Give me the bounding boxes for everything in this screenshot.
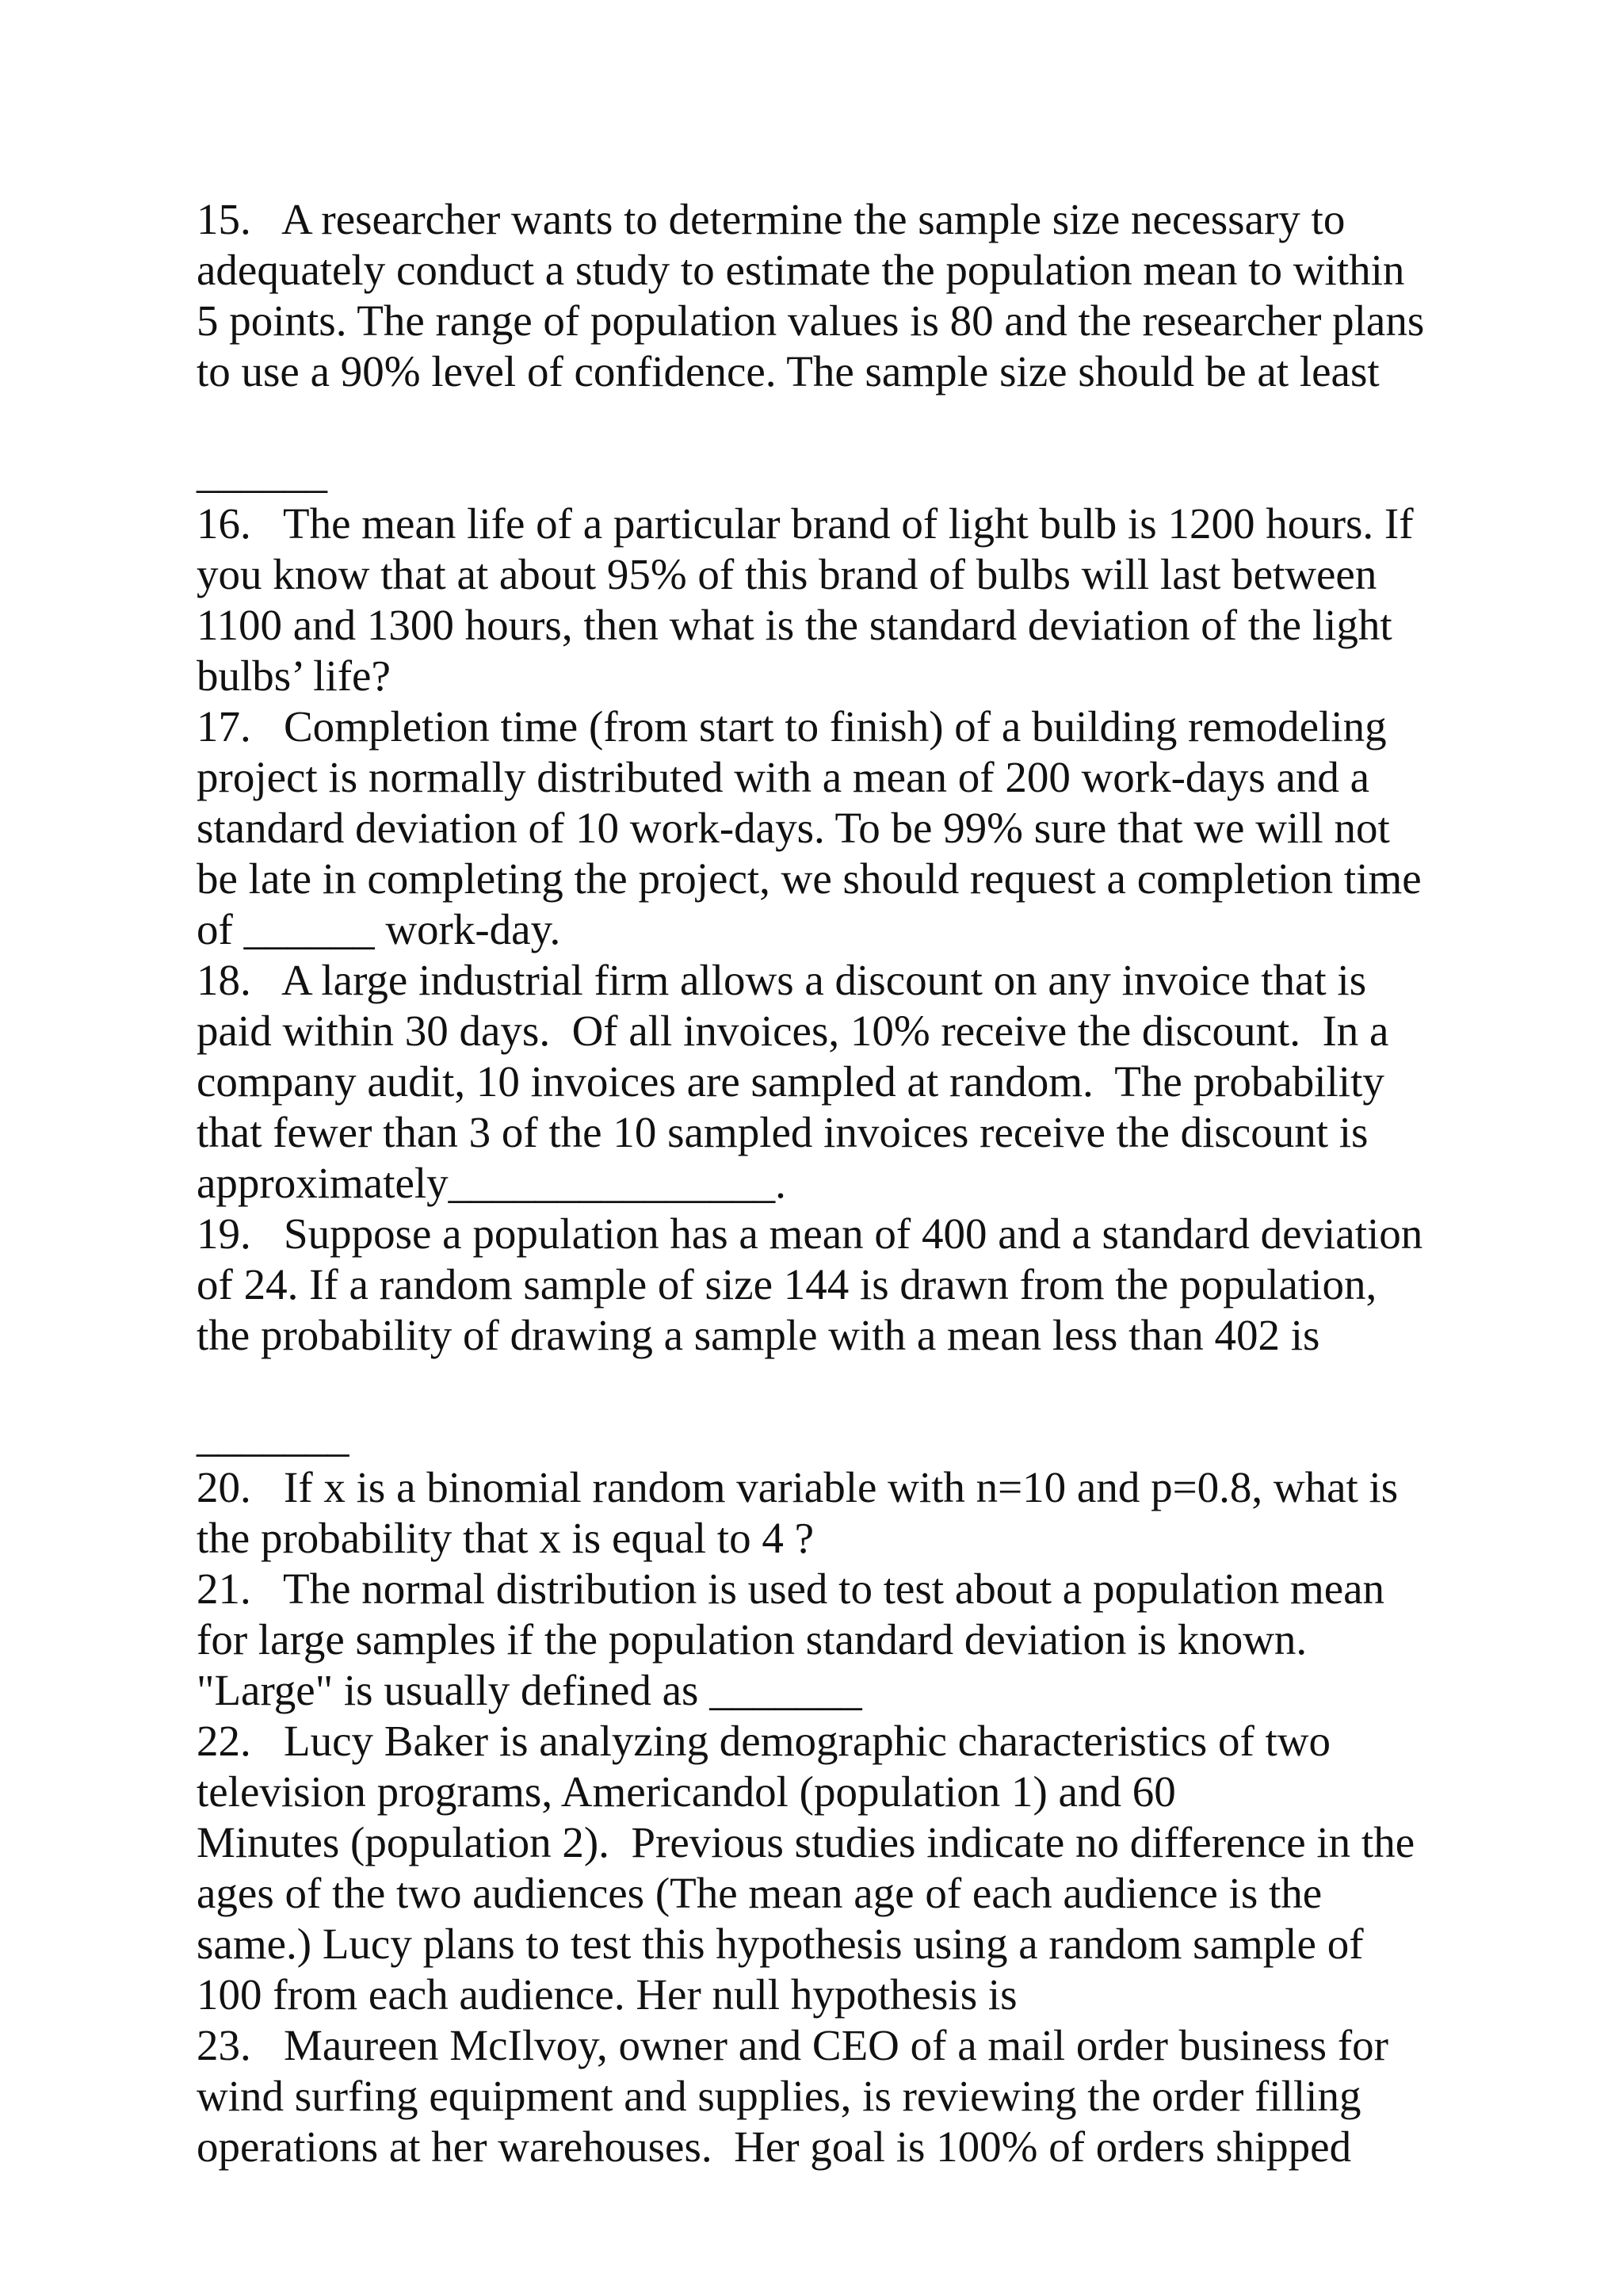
- blank-line: [197, 397, 1465, 448]
- q18-line-1: 18. A large industrial firm allows a discount on any invoice that is: [197, 956, 1367, 1004]
- q23-line-1: 23. Maureen McIlvoy, owner and CEO of a mail order business for: [197, 2021, 1388, 2069]
- q22-line-3: Minutes (population 2). Previous studies indicate no difference in the: [197, 1818, 1415, 1866]
- blank-line: [197, 1361, 1465, 1412]
- q23-line-2: wind surfing equipment and supplies, is reviewing the order filling: [197, 2072, 1361, 2120]
- q16-line-4: bulbs’ life?: [197, 651, 391, 700]
- q15-line-3: 5 points. The range of population values is 80 and the researcher plans: [197, 296, 1425, 345]
- q22-line-2: television programs, Americandol (population 1) and 60: [197, 1767, 1176, 1816]
- q17-line-5: of ______ work-day.: [197, 905, 561, 953]
- q22-line-1: 22. Lucy Baker is analyzing demographic characteristics of two: [197, 1717, 1331, 1765]
- q16-line-3: 1100 and 1300 hours, then what is the standard deviation of the light: [197, 601, 1392, 649]
- q17-line-3: standard deviation of 10 work-days. To be 99% sure that we will not: [197, 804, 1390, 852]
- q15-line-1: 15. A researcher wants to determine the sample size necessary to: [197, 195, 1346, 243]
- q15-answer-blank: ______: [197, 449, 327, 497]
- q21-line-2: for large samples if the population standard deviation is known.: [197, 1615, 1308, 1664]
- q19-line-2: of 24. If a random sample of size 144 is drawn from the population,: [197, 1260, 1377, 1308]
- document-page: [197, 194, 1465, 2172]
- q17-line-1: 17. Completion time (from start to finish) of a building remodeling: [197, 702, 1387, 751]
- q18-line-5: approximately_______________.: [197, 1159, 786, 1207]
- q18-line-3: company audit, 10 invoices are sampled at random. The probability: [197, 1057, 1384, 1106]
- q16-line-2: you know that at about 95% of this brand of bulbs will last between: [197, 550, 1377, 598]
- q20-line-2: the probability that x is equal to 4 ?: [197, 1514, 814, 1562]
- q23-line-3: operations at her warehouses. Her goal is 100% of orders shipped: [197, 2122, 1352, 2171]
- q18-line-2: paid within 30 days. Of all invoices, 10% receive the discount. In a: [197, 1007, 1389, 1055]
- q19-line-3: the probability of drawing a sample with a mean less than 402 is: [197, 1311, 1320, 1359]
- q15-line-2: adequately conduct a study to estimate the population mean to within: [197, 246, 1405, 294]
- q20-line-1: 20. If x is a binomial random variable with n=10 and p=0.8, what is: [197, 1463, 1399, 1511]
- q16-line-1: 16. The mean life of a particular brand of light bulb is 1200 hours. If: [197, 499, 1414, 548]
- q18-line-4: that fewer than 3 of the 10 sampled invoices receive the discount is: [197, 1108, 1369, 1156]
- q22-line-5: same.) Lucy plans to test this hypothesis using a random sample of: [197, 1920, 1364, 1968]
- q21-line-1: 21. The normal distribution is used to test about a population mean: [197, 1564, 1385, 1613]
- q22-line-4: ages of the two audiences (The mean age of each audience is the: [197, 1869, 1323, 1917]
- q22-line-6: 100 from each audience. Her null hypothesis is: [197, 1970, 1018, 2019]
- q21-line-3: "Large" is usually defined as _______: [197, 1666, 862, 1714]
- q19-answer-blank: _______: [197, 1412, 349, 1461]
- q19-line-1: 19. Suppose a population has a mean of 400 and a standard deviation: [197, 1209, 1423, 1258]
- q17-line-2: project is normally distributed with a mean of 200 work-days and a: [197, 753, 1370, 801]
- q15-line-4: to use a 90% level of confidence. The sample size should be at least: [197, 347, 1380, 395]
- q17-line-4: be late in completing the project, we should request a completion time: [197, 854, 1422, 903]
